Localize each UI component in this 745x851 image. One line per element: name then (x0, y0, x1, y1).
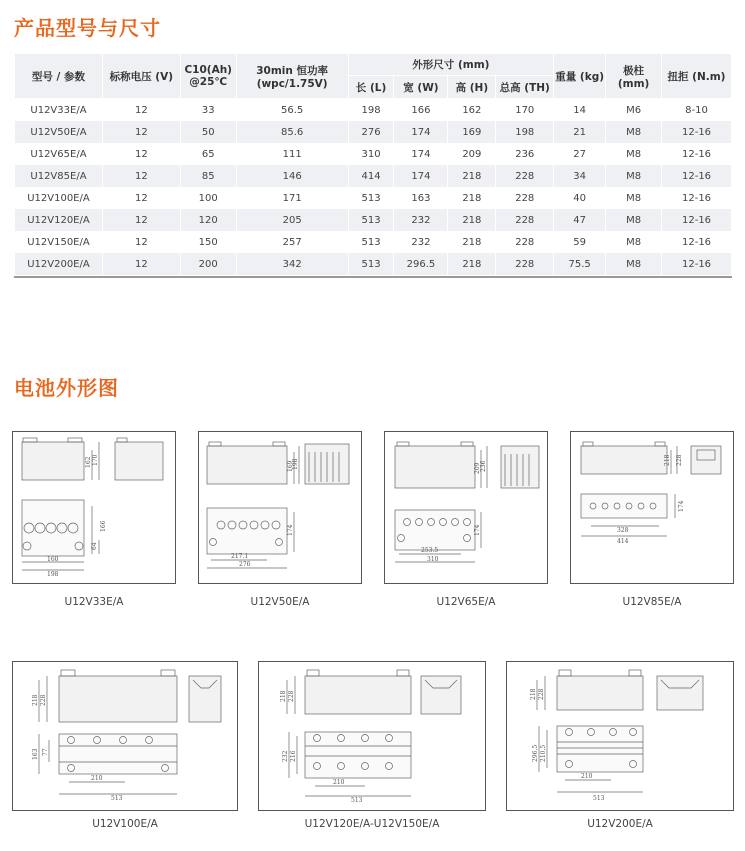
caption-u12v50: U12V50E/A (250, 596, 310, 608)
cell-voltage: 12 (102, 121, 180, 143)
cell-weight: 47 (554, 209, 606, 231)
cell-capacity: 120 (180, 209, 236, 231)
cell-power: 111 (236, 143, 348, 165)
cell-voltage: 12 (102, 143, 180, 165)
dim-w2: 276 (239, 561, 251, 568)
cell-weight: 75.5 (554, 253, 606, 275)
cell-length: 276 (348, 121, 394, 143)
cell-capacity: 85 (180, 165, 236, 187)
cell-voltage: 12 (102, 253, 180, 275)
dim-w1: 217.1 (231, 553, 249, 560)
dim-w1: 210 (91, 775, 103, 782)
cell-weight: 59 (554, 231, 606, 253)
cell-model: U12V200E/A (15, 253, 103, 275)
drawing-u12v120-150 (258, 661, 486, 811)
cell-power: 342 (236, 253, 348, 275)
cell-height: 209 (448, 143, 496, 165)
cell-model: U12V150E/A (15, 231, 103, 253)
table-row (15, 231, 732, 253)
cell-torque: 12-16 (662, 121, 732, 143)
cell-terminal: M8 (606, 187, 662, 209)
table-row (15, 165, 732, 187)
dim-h2: 228 (676, 454, 683, 466)
cell-total-height: 236 (496, 143, 554, 165)
cell-capacity: 150 (180, 231, 236, 253)
drawing-u12v200 (506, 661, 734, 811)
cell-terminal: M6 (606, 99, 662, 122)
cell-weight: 40 (554, 187, 606, 209)
drawing-u12v50 (198, 431, 362, 584)
dim-d2: 64 (91, 542, 98, 550)
header-height: 高 (H) (448, 76, 496, 99)
cell-power: 146 (236, 165, 348, 187)
dim-h2: 228 (288, 690, 295, 702)
dim-w1: 210 (581, 773, 593, 780)
cell-power: 205 (236, 209, 348, 231)
cell-power: 56.5 (236, 99, 348, 122)
cell-torque: 12-16 (662, 187, 732, 209)
cell-width: 163 (394, 187, 448, 209)
cell-height: 218 (448, 231, 496, 253)
dim-d1: 174 (678, 500, 685, 512)
cell-height: 218 (448, 165, 496, 187)
header-torque: 扭拒 (N.m) (662, 54, 732, 99)
dim-h1: 218 (664, 454, 671, 466)
drawing-u12v85 (570, 431, 734, 584)
dim-d2: 77 (42, 748, 49, 756)
cell-torque: 12-16 (662, 143, 732, 165)
dim-d1: 174 (287, 524, 294, 536)
cell-height: 169 (448, 121, 496, 143)
header-total-height: 总高 (TH) (496, 76, 554, 99)
cell-width: 232 (394, 209, 448, 231)
cell-capacity: 33 (180, 99, 236, 122)
cell-capacity: 50 (180, 121, 236, 143)
cell-total-height: 228 (496, 231, 554, 253)
cell-torque: 12-16 (662, 209, 732, 231)
cell-model: U12V33E/A (15, 99, 103, 122)
cell-capacity: 65 (180, 143, 236, 165)
cell-power: 85.6 (236, 121, 348, 143)
cell-width: 166 (394, 99, 448, 122)
header-power-line1: 30min 恒功率 (256, 64, 329, 77)
dim-d1: 174 (474, 524, 481, 536)
dim-w2: 310 (427, 556, 439, 563)
table-row (15, 253, 732, 275)
cell-capacity: 100 (180, 187, 236, 209)
table-bottom-rule (14, 276, 732, 278)
cell-voltage: 12 (102, 165, 180, 187)
dim-w2: 198 (47, 571, 59, 578)
cell-terminal: M8 (606, 209, 662, 231)
caption-u12v33: U12V33E/A (64, 596, 124, 608)
cell-height: 218 (448, 187, 496, 209)
cell-length: 198 (348, 99, 394, 122)
cell-total-height: 228 (496, 209, 554, 231)
dim-w2: 513 (593, 795, 605, 802)
header-model: 型号 / 参数 (15, 54, 103, 99)
header-capacity-line2: @25℃ (189, 76, 228, 88)
table-row (15, 121, 732, 143)
cell-terminal: M8 (606, 231, 662, 253)
cell-terminal: M8 (606, 253, 662, 275)
cell-width: 174 (394, 121, 448, 143)
dim-h1: 218 (530, 688, 537, 700)
dim-d1: 166 (100, 520, 107, 532)
cell-terminal: M8 (606, 121, 662, 143)
dim-w1: 160 (47, 556, 59, 563)
cell-length: 513 (348, 231, 394, 253)
table-row (15, 209, 732, 231)
drawing-u12v100 (12, 661, 238, 811)
dim-h1: 169 (287, 460, 294, 472)
cell-model: U12V50E/A (15, 121, 103, 143)
spec-table (14, 53, 732, 275)
dim-h1: 218 (280, 690, 287, 702)
cell-length: 513 (348, 209, 394, 231)
cell-terminal: M8 (606, 143, 662, 165)
header-weight: 重量 (kg) (554, 54, 606, 99)
cell-total-height: 198 (496, 121, 554, 143)
cell-voltage: 12 (102, 231, 180, 253)
cell-width: 296.5 (394, 253, 448, 275)
cell-width: 174 (394, 165, 448, 187)
cell-length: 513 (348, 187, 394, 209)
cell-height: 218 (448, 253, 496, 275)
header-power-line2: (wpc/1.75V) (256, 77, 328, 90)
cell-height: 162 (448, 99, 496, 122)
outline-section-title: 电池外形图 (14, 376, 119, 400)
cell-total-height: 228 (496, 187, 554, 209)
cell-power: 257 (236, 231, 348, 253)
dim-h2: 170 (92, 454, 99, 466)
dim-h1: 218 (32, 694, 39, 706)
dim-h2: 236 (480, 460, 487, 472)
cell-terminal: M8 (606, 165, 662, 187)
dim-h2: 228 (40, 694, 47, 706)
dim-w2: 414 (617, 538, 629, 545)
cell-weight: 27 (554, 143, 606, 165)
cell-length: 513 (348, 253, 394, 275)
cell-total-height: 228 (496, 253, 554, 275)
cell-total-height: 228 (496, 165, 554, 187)
dim-h1: 162 (85, 456, 92, 468)
cell-weight: 14 (554, 99, 606, 122)
cell-model: U12V100E/A (15, 187, 103, 209)
table-row (15, 99, 732, 122)
header-capacity (180, 54, 236, 99)
header-width: 宽 (W) (394, 76, 448, 99)
cell-voltage: 12 (102, 187, 180, 209)
cell-width: 232 (394, 231, 448, 253)
dim-d1: 163 (32, 748, 39, 760)
header-capacity-line1: C10(Ah) (184, 64, 232, 76)
header-power (236, 54, 348, 99)
dim-h1: 209 (474, 462, 481, 474)
dim-d1: 232 (282, 750, 289, 762)
dim-h2: 198 (292, 458, 299, 470)
caption-u12v100: U12V100E/A (92, 818, 158, 830)
cell-torque: 12-16 (662, 253, 732, 275)
dim-w1: 253.5 (421, 547, 439, 554)
cell-torque: 12-16 (662, 165, 732, 187)
header-terminal: 极柱 (mm) (606, 54, 662, 99)
caption-u12v85: U12V85E/A (622, 596, 682, 608)
dim-h2: 228 (538, 688, 545, 700)
cell-weight: 34 (554, 165, 606, 187)
dim-d2: 216 (290, 750, 297, 762)
caption-u12v65: U12V65E/A (436, 596, 496, 608)
cell-length: 310 (348, 143, 394, 165)
cell-power: 171 (236, 187, 348, 209)
cell-length: 414 (348, 165, 394, 187)
cell-width: 174 (394, 143, 448, 165)
cell-height: 218 (448, 209, 496, 231)
cell-model: U12V120E/A (15, 209, 103, 231)
cell-total-height: 170 (496, 99, 554, 122)
cell-capacity: 200 (180, 253, 236, 275)
spec-section-title: 产品型号与尺寸 (14, 16, 161, 40)
dim-w1: 328 (617, 527, 629, 534)
cell-voltage: 12 (102, 209, 180, 231)
table-row (15, 143, 732, 165)
cell-model: U12V85E/A (15, 165, 103, 187)
cell-model: U12V65E/A (15, 143, 103, 165)
header-voltage: 标称电压 (V) (102, 54, 180, 99)
drawing-u12v33 (12, 431, 176, 584)
header-dimensions: 外形尺寸 (mm) (348, 54, 554, 76)
cell-weight: 21 (554, 121, 606, 143)
cell-voltage: 12 (102, 99, 180, 122)
dim-w2: 513 (351, 797, 363, 804)
drawing-u12v65 (384, 431, 548, 584)
dim-d2: 210.5 (540, 744, 547, 762)
cell-torque: 8-10 (662, 99, 732, 122)
table-row (15, 187, 732, 209)
dim-d1: 296.5 (532, 744, 539, 762)
header-length: 长 (L) (348, 76, 394, 99)
caption-u12v120-150: U12V120E/A-U12V150E/A (304, 818, 440, 830)
dim-w1: 210 (333, 779, 345, 786)
dim-w2: 513 (111, 795, 123, 802)
caption-u12v200: U12V200E/A (587, 818, 653, 830)
cell-torque: 12-16 (662, 231, 732, 253)
